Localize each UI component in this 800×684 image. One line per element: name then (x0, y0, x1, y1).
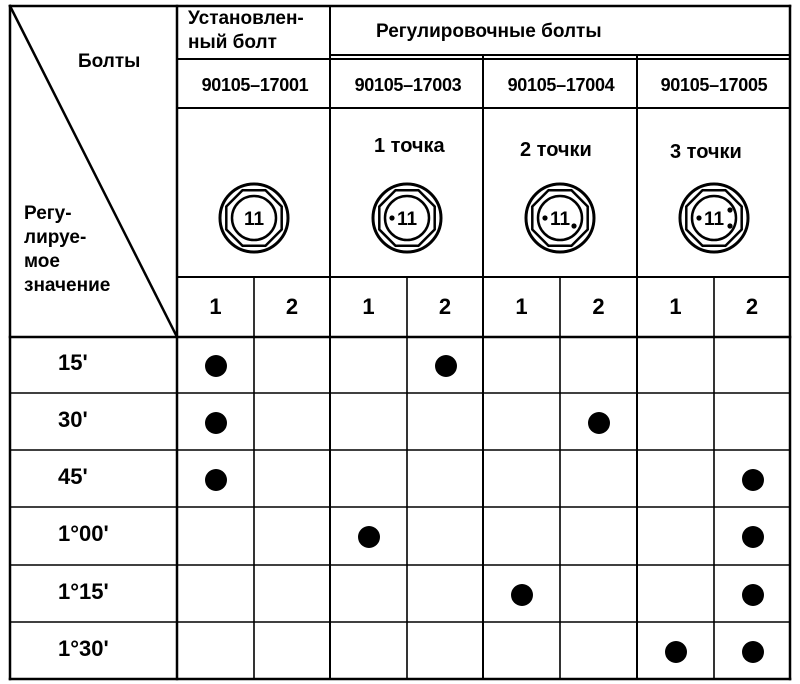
selection-mark (205, 469, 227, 491)
adjusted-value-label: 1°30' (58, 635, 109, 661)
corner-label-adjusted-value-3: мое (24, 251, 60, 272)
selection-mark (588, 412, 610, 434)
bolt-head-icon (373, 184, 441, 252)
selection-mark (435, 355, 457, 377)
adjusted-value-label: 1°15' (58, 578, 109, 604)
adjusting-bolts-header: Регулировочные болты (376, 21, 602, 42)
points-label-3: 3 точки (670, 141, 742, 163)
selection-mark (358, 526, 380, 548)
selection-mark (665, 641, 687, 663)
bolt-head-point (696, 215, 701, 220)
adjusted-value-label: 45' (58, 463, 88, 489)
column-number-label: 2 (438, 294, 452, 319)
column-number-label: 1 (362, 294, 375, 319)
points-label-2: 2 точки (520, 139, 592, 161)
bolt-head-point (542, 215, 547, 220)
selection-mark (511, 584, 533, 606)
selection-mark (742, 584, 764, 606)
bolt-head-point (389, 215, 394, 220)
selection-mark (742, 469, 764, 491)
selection-mark (742, 641, 764, 663)
corner-label-adjusted-value-1: Регу- (24, 203, 72, 224)
corner-label-adjusted-value-2: лируе- (24, 227, 87, 248)
column-number-label: 1 (515, 294, 528, 319)
part-number-17001: 90105–17001 (201, 75, 309, 95)
points-label-1: 1 точка (374, 135, 445, 157)
selection-mark (205, 355, 227, 377)
installed-bolt-header-line1: Установлен- (188, 8, 304, 29)
bolt-head-stamp: 11 (396, 209, 418, 230)
bolt-head-stamp: 11 (549, 209, 571, 230)
bolt-head-icon (680, 184, 748, 252)
bolt-head-point (727, 207, 732, 212)
bolt-head-icon (220, 184, 288, 252)
part-number-17003: 90105–17003 (354, 75, 462, 95)
column-number-label: 2 (745, 294, 759, 319)
bolt-head-point (727, 223, 732, 228)
bolt-head-point (571, 223, 576, 228)
column-number-label: 2 (285, 294, 299, 319)
part-number-17004: 90105–17004 (507, 75, 615, 95)
selection-mark (742, 526, 764, 548)
column-number-label: 1 (669, 294, 682, 319)
part-number-17005: 90105–17005 (660, 75, 768, 95)
column-number-label: 1 (209, 294, 222, 319)
corner-label-bolts: Болты (78, 51, 141, 72)
bolt-head-stamp: 11 (703, 209, 725, 230)
adjusted-value-label: 30' (58, 406, 88, 432)
adjusted-value-label: 1°00' (58, 521, 109, 546)
corner-label-adjusted-value-4: значение (24, 275, 111, 296)
installed-bolt-header-line2: ный болт (188, 32, 277, 53)
selection-mark (205, 412, 227, 434)
bolt-head-stamp: 11 (243, 209, 265, 230)
bolt-head-icon (526, 184, 594, 252)
column-number-label: 2 (592, 294, 605, 319)
adjusted-value-label: 15' (58, 350, 88, 375)
